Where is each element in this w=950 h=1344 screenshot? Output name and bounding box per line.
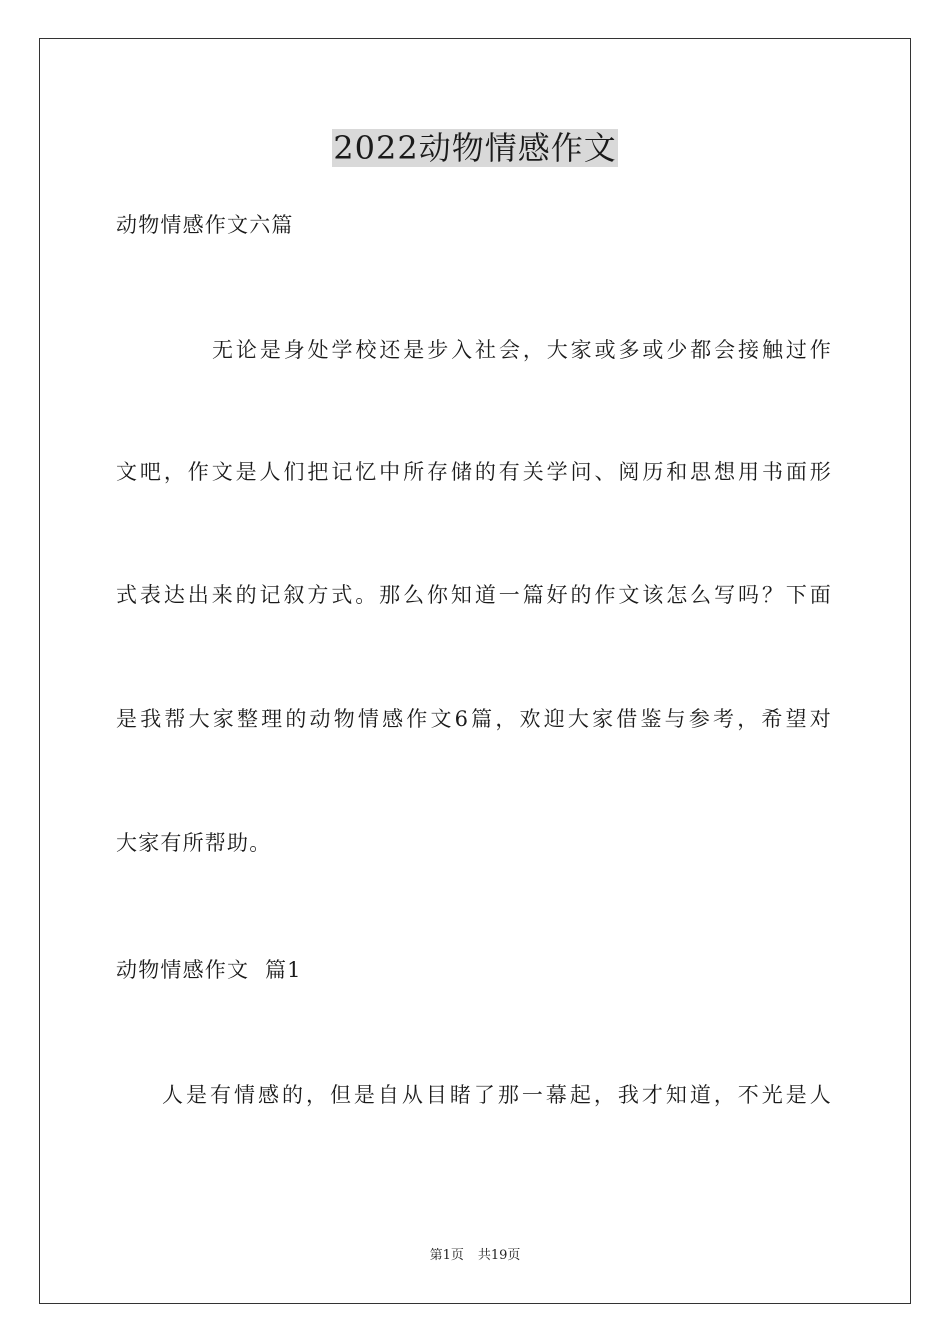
- intro-line-5: 大家有所帮助。: [116, 831, 272, 855]
- document-title: [0, 126, 950, 170]
- intro-line-2: 文吧，作文是人们把记忆中所存储的有关学问、阅历和思想用书面形: [116, 460, 832, 484]
- intro-line-3: 式表达出来的记叙方式。那么你知道一篇好的作文该怎么写吗？下面: [116, 583, 832, 607]
- section-line-1: 人是有情感的，但是自从目睹了那一幕起，我才知道，不光是人: [162, 1083, 832, 1107]
- page-number-current: 第1页: [429, 1248, 464, 1263]
- document-title-text: 2022动物情感作文: [333, 129, 617, 167]
- page-number-total: 共19页: [477, 1248, 521, 1263]
- intro-line-1: 无论是身处学校还是步入社会，大家或多或少都会接触过作: [212, 338, 832, 362]
- document-subtitle: 动物情感作文六篇: [116, 213, 294, 237]
- intro-line-4: 是我帮大家整理的动物情感作文6篇，欢迎大家借鉴与参考，希望对: [116, 707, 832, 731]
- page-footer: [0, 1247, 950, 1265]
- section-heading: 动物情感作文 篇1: [116, 958, 302, 982]
